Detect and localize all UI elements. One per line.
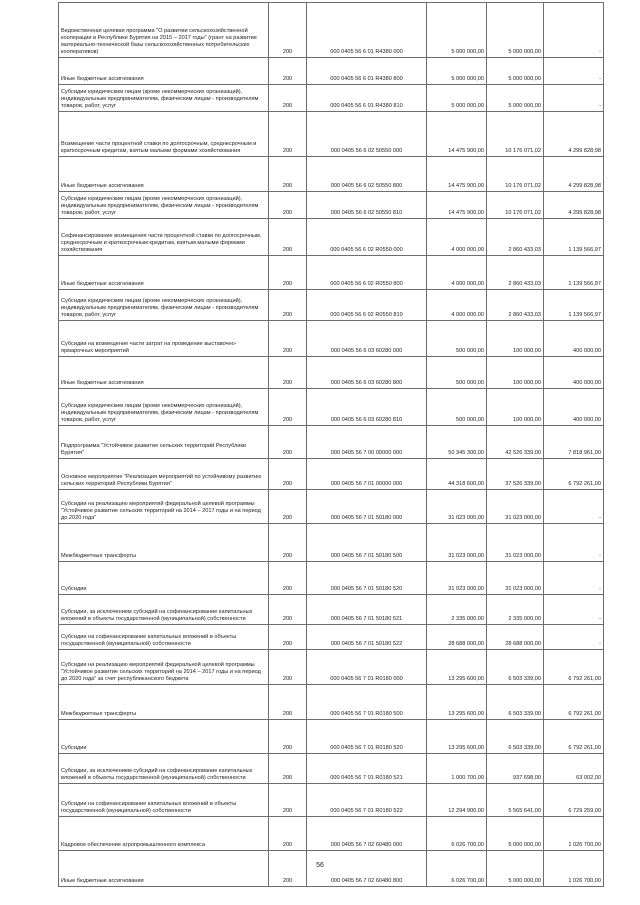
cell-executed: 5 565 641,00	[487, 784, 544, 817]
cell-executed: 2 860 433,03	[487, 290, 544, 321]
cell-code: 200	[269, 157, 307, 192]
cell-code: 200	[269, 321, 307, 357]
table-row	[59, 58, 604, 85]
cell-plan: 5 000 000,00	[427, 85, 487, 112]
cell-plan: 5 000 000,00	[427, 3, 487, 58]
cell-executed: 5 000 000,00	[487, 851, 544, 887]
cell-plan: 6 026 700,00	[427, 851, 487, 887]
cell-kbk: 000 0405 56 6 02 50550 800	[307, 157, 427, 192]
cell-executed: 100 000,00	[487, 357, 544, 389]
cell-code: 200	[269, 357, 307, 389]
cell-code: 200	[269, 720, 307, 754]
cell-unexecuted: -	[544, 85, 604, 112]
cell-name: Ведомственная целевая программа "О развитии сельскохозяйственной кооперации в Республике Бурятия на 2015 – 2017 годы" (грант на развитие материально-технической базы сельскохозяйственных потребительских кооперативов)	[59, 3, 269, 58]
cell-unexecuted: 63 002,00	[544, 754, 604, 784]
cell-executed: 5 000 000,00	[487, 817, 544, 851]
cell-name: Субсидии	[59, 720, 269, 754]
cell-executed: 31 023 000,00	[487, 524, 544, 562]
cell-code: 200	[269, 784, 307, 817]
cell-plan: 31 023 000,00	[427, 562, 487, 595]
cell-kbk: 000 0405 56 6 03 60280 800	[307, 357, 427, 389]
cell-kbk: 000 0405 56 7 01 50180 520	[307, 562, 427, 595]
cell-executed: 100 000,00	[487, 389, 544, 426]
cell-executed: 10 176 071,02	[487, 112, 544, 157]
cell-name: Межбюджетные трансферты	[59, 524, 269, 562]
table-row	[59, 321, 604, 357]
cell-kbk: 000 0405 56 6 02 R0550 800	[307, 256, 427, 290]
cell-code: 200	[269, 685, 307, 720]
cell-plan: 31 023 000,00	[427, 524, 487, 562]
cell-name: Субсидии юридическим лицам (кроме некоммерческих организаций), индивидуальным предпринимателям, физическим лицам - производителям товаров, работ, услуг	[59, 85, 269, 112]
cell-code: 200	[269, 112, 307, 157]
cell-code: 200	[269, 754, 307, 784]
cell-executed: 28 688 000,00	[487, 625, 544, 650]
cell-plan: 500 000,00	[427, 357, 487, 389]
table-row	[59, 720, 604, 754]
cell-plan: 4 000 000,00	[427, 256, 487, 290]
cell-kbk: 000 0405 56 6 02 50550 810	[307, 192, 427, 219]
cell-executed: 10 176 071,02	[487, 192, 544, 219]
page-number: 56	[316, 862, 324, 869]
table-row	[59, 157, 604, 192]
cell-code: 200	[269, 562, 307, 595]
table-row	[59, 3, 604, 58]
cell-plan: 13 295 600,00	[427, 685, 487, 720]
table-row	[59, 625, 604, 650]
cell-executed: 31 023 000,00	[487, 490, 544, 524]
cell-plan: 14 475 900,00	[427, 112, 487, 157]
cell-unexecuted: 400 000,00	[544, 357, 604, 389]
table-row	[59, 290, 604, 321]
cell-code: 200	[269, 256, 307, 290]
cell-name: Субсидии, за исключением субсидий на софинансирование капитальных вложений в объекты государственной (муниципальной) собственности	[59, 754, 269, 784]
cell-code: 200	[269, 389, 307, 426]
cell-name: Субсидии юридическим лицам (кроме некоммерческих организаций), индивидуальным предпринимателям, физическим лицам - производителям товаров, работ, услуг	[59, 290, 269, 321]
cell-name: Субсидии юридическим лицам (кроме некоммерческих организаций), индивидуальным предпринимателям, физическим лицам - производителям товаров, работ, услуг	[59, 389, 269, 426]
cell-unexecuted: 4 299 828,98	[544, 157, 604, 192]
cell-unexecuted: -	[544, 524, 604, 562]
cell-plan: 5 000 000,00	[427, 58, 487, 85]
cell-executed: 6 503 339,00	[487, 685, 544, 720]
cell-name: Субсидии на реализацию мероприятий федеральной целевой программы "Устойчивое развитие сельских территорий на 2014 – 2017 годы и на период до 2020 года" за счет республиканского бюджета	[59, 650, 269, 685]
cell-name: Субсидии на софинансирование капитальных вложений в объекты государственной (муниципальной) собственности	[59, 784, 269, 817]
cell-code: 200	[269, 851, 307, 887]
cell-code: 200	[269, 85, 307, 112]
cell-kbk: 000 0405 56 7 01 R0180 520	[307, 720, 427, 754]
cell-executed: 10 176 071,02	[487, 157, 544, 192]
cell-kbk: 000 0405 56 6 03 60280 000	[307, 321, 427, 357]
cell-unexecuted: -	[544, 562, 604, 595]
cell-code: 200	[269, 58, 307, 85]
cell-unexecuted: -	[544, 58, 604, 85]
cell-name: Иные бюджетные ассигнования	[59, 58, 269, 85]
cell-executed: 42 526 339,00	[487, 426, 544, 459]
budget-table-body	[59, 3, 604, 887]
cell-executed: 5 000 000,00	[487, 85, 544, 112]
cell-name: Софинансирование возмещения части процентной ставки по долгосрочным, среднесрочным и краткосрочным кредитам, взятым малыми формами хозяйствования	[59, 219, 269, 256]
cell-kbk: 000 0405 56 7 01 R0180 500	[307, 685, 427, 720]
cell-plan: 4 000 000,00	[427, 290, 487, 321]
cell-executed: 100 000,00	[487, 321, 544, 357]
table-row	[59, 112, 604, 157]
cell-unexecuted: 6 792 261,00	[544, 720, 604, 754]
cell-name: Иные бюджетные ассигнования	[59, 357, 269, 389]
cell-kbk: 000 0405 56 7 01 50180 500	[307, 524, 427, 562]
cell-executed: 37 526 339,00	[487, 459, 544, 490]
table-row	[59, 389, 604, 426]
cell-kbk: 000 0405 56 6 02 R0550 000	[307, 219, 427, 256]
cell-plan: 14 475 900,00	[427, 192, 487, 219]
table-row	[59, 562, 604, 595]
cell-kbk: 000 0405 56 7 01 00000 000	[307, 459, 427, 490]
cell-unexecuted: 4 299 828,98	[544, 112, 604, 157]
cell-kbk: 000 0405 56 7 01 R0180 521	[307, 754, 427, 784]
table-row	[59, 256, 604, 290]
cell-name: Субсидии	[59, 562, 269, 595]
cell-kbk: 000 0405 56 7 00 00000 000	[307, 426, 427, 459]
table-row	[59, 817, 604, 851]
cell-unexecuted: 1 139 566,97	[544, 256, 604, 290]
cell-executed: 6 503 339,00	[487, 650, 544, 685]
table-row	[59, 192, 604, 219]
cell-plan: 12 294 900,00	[427, 784, 487, 817]
table-row	[59, 459, 604, 490]
cell-plan: 500 000,00	[427, 389, 487, 426]
cell-executed: 2 860 433,03	[487, 256, 544, 290]
cell-plan: 14 475 900,00	[427, 157, 487, 192]
cell-name: Межбюджетные трансферты	[59, 685, 269, 720]
cell-unexecuted: 1 139 566,97	[544, 219, 604, 256]
cell-plan: 4 000 000,00	[427, 219, 487, 256]
cell-unexecuted: 1 026 700,00	[544, 851, 604, 887]
cell-plan: 13 295 600,00	[427, 650, 487, 685]
cell-code: 200	[269, 650, 307, 685]
cell-unexecuted: 1 026 700,00	[544, 817, 604, 851]
cell-name: Иные бюджетные ассигнования	[59, 256, 269, 290]
cell-name: Иные бюджетные ассигнования	[59, 851, 269, 887]
cell-code: 200	[269, 595, 307, 625]
cell-kbk: 000 0405 56 6 02 50550 000	[307, 112, 427, 157]
cell-code: 200	[269, 290, 307, 321]
cell-kbk: 000 0405 56 6 01 R4380 800	[307, 58, 427, 85]
cell-kbk: 000 0405 56 7 02 60480 800	[307, 851, 427, 887]
cell-plan: 31 023 000,00	[427, 490, 487, 524]
cell-name: Субсидии, за исключением субсидий на софинансирование капитальных вложений в объекты государственной (муниципальной) собственности	[59, 595, 269, 625]
cell-plan: 13 295 600,00	[427, 720, 487, 754]
cell-unexecuted: -	[544, 625, 604, 650]
cell-kbk: 000 0405 56 7 01 50180 521	[307, 595, 427, 625]
cell-name: Подпрограмма "Устойчивое развитие сельских территорий Республики Бурятия"	[59, 426, 269, 459]
cell-unexecuted: 6 792 261,00	[544, 685, 604, 720]
cell-kbk: 000 0405 56 7 01 R0180 522	[307, 784, 427, 817]
cell-name: Субсидии юридическим лицам (кроме некоммерческих организаций), индивидуальным предпринимателям, физическим лицам - производителям товаров, работ, услуг	[59, 192, 269, 219]
budget-table	[58, 2, 604, 887]
cell-plan: 50 345 300,00	[427, 426, 487, 459]
cell-name: Субсидии на возмещение части затрат на проведение выставочно-ярмарочных мероприятий	[59, 321, 269, 357]
table-row	[59, 219, 604, 256]
cell-kbk: 000 0405 56 6 01 R4380 810	[307, 85, 427, 112]
cell-kbk: 000 0405 56 7 01 R0180 000	[307, 650, 427, 685]
table-row	[59, 754, 604, 784]
table-row	[59, 426, 604, 459]
cell-unexecuted: 400 000,00	[544, 389, 604, 426]
cell-kbk: 000 0405 56 6 02 R0550 810	[307, 290, 427, 321]
cell-executed: 31 023 000,00	[487, 562, 544, 595]
table-row	[59, 490, 604, 524]
cell-executed: 937 698,00	[487, 754, 544, 784]
cell-name: Иные бюджетные ассигнования	[59, 157, 269, 192]
cell-code: 200	[269, 459, 307, 490]
cell-unexecuted: 400 000,00	[544, 321, 604, 357]
cell-plan: 28 688 000,00	[427, 625, 487, 650]
cell-name: Субсидии на софинансирование капитальных вложений в объекты государственной (муниципальной) собственности	[59, 625, 269, 650]
cell-code: 200	[269, 524, 307, 562]
cell-unexecuted: 7 818 961,00	[544, 426, 604, 459]
cell-kbk: 000 0405 56 7 01 50180 000	[307, 490, 427, 524]
cell-executed: 5 000 000,00	[487, 3, 544, 58]
cell-plan: 2 335 000,00	[427, 595, 487, 625]
cell-unexecuted: -	[544, 490, 604, 524]
cell-code: 200	[269, 625, 307, 650]
cell-name: Основное мероприятие "Реализация мероприятий по устойчивому развитию сельских территорий Республики Бурятия"	[59, 459, 269, 490]
cell-name: Субсидии на реализацию мероприятий федеральной целевой программы "Устойчивое развитие сельских территорий на 2014 – 2017 годы и на период до 2020 года"	[59, 490, 269, 524]
table-row	[59, 595, 604, 625]
cell-executed: 5 000 000,00	[487, 58, 544, 85]
cell-plan: 44 318 600,00	[427, 459, 487, 490]
table-row	[59, 784, 604, 817]
cell-unexecuted: 6 792 261,00	[544, 650, 604, 685]
table-row	[59, 650, 604, 685]
cell-plan: 6 026 700,00	[427, 817, 487, 851]
cell-code: 200	[269, 3, 307, 58]
cell-code: 200	[269, 817, 307, 851]
cell-kbk: 000 0405 56 6 03 60280 810	[307, 389, 427, 426]
cell-unexecuted: 6 792 261,00	[544, 459, 604, 490]
cell-name: Возмещение части процентной ставки по долгосрочным, среднесрочным и краткосрочным кредитам, взятым малыми формами хозяйствования	[59, 112, 269, 157]
cell-executed: 6 503 339,00	[487, 720, 544, 754]
cell-kbk: 000 0405 56 7 01 50180 522	[307, 625, 427, 650]
cell-kbk: 000 0405 56 6 01 R4380 000	[307, 3, 427, 58]
table-row	[59, 685, 604, 720]
cell-unexecuted: 4 299 828,98	[544, 192, 604, 219]
cell-code: 200	[269, 192, 307, 219]
cell-executed: 2 335 000,00	[487, 595, 544, 625]
cell-unexecuted: 6 729 259,00	[544, 784, 604, 817]
cell-code: 200	[269, 219, 307, 256]
cell-code: 200	[269, 426, 307, 459]
cell-unexecuted: 1 139 566,97	[544, 290, 604, 321]
cell-executed: 2 860 433,03	[487, 219, 544, 256]
cell-plan: 500 000,00	[427, 321, 487, 357]
cell-kbk: 000 0405 56 7 02 60480 000	[307, 817, 427, 851]
table-row	[59, 524, 604, 562]
cell-plan: 1 000 700,00	[427, 754, 487, 784]
cell-unexecuted: -	[544, 3, 604, 58]
table-row	[59, 357, 604, 389]
table-row	[59, 85, 604, 112]
cell-code: 200	[269, 490, 307, 524]
cell-name: Кадровое обеспечение агропромышленного комплекса	[59, 817, 269, 851]
cell-unexecuted: -	[544, 595, 604, 625]
